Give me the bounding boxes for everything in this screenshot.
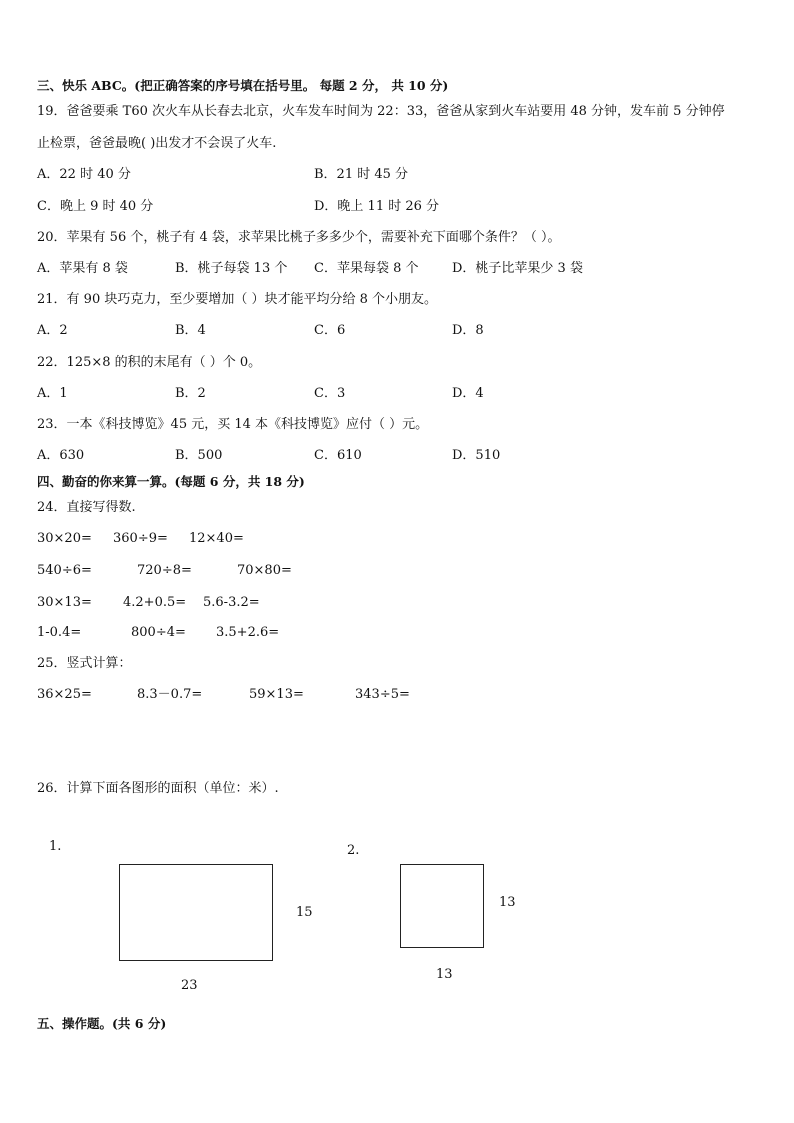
q21-option-c: C．6 <box>314 323 346 338</box>
fig1-bottom-label: 23 <box>181 978 198 993</box>
fig1-side-label: 15 <box>296 905 313 920</box>
q24-item: 1-0.4= <box>37 625 82 640</box>
q25-item: 8.3－0.7= <box>137 687 203 702</box>
section-4-header: 四、勤奋的你来算一算。(每题 6 分，共 18 分) <box>37 474 305 489</box>
q23-option-d: D．510 <box>452 448 501 463</box>
q22-option-d: D．4 <box>452 386 484 401</box>
q25-stem: 25．竖式计算： <box>37 656 132 671</box>
q24-item: 800÷4= <box>131 625 186 640</box>
q19-stem-line2: 止检票，爸爸最晚( )出发才不会误了火车. <box>37 136 277 151</box>
q24-item: 720÷8= <box>137 563 192 578</box>
q20-stem: 20．苹果有 56 个，桃子有 4 袋，求苹果比桃子多多少个，需要补充下面哪个条件？（ ）。 <box>37 230 561 245</box>
q26-stem: 26．计算下面各图形的面积（单位：米）. <box>37 781 279 796</box>
q24-item: 3.5+2.6= <box>216 625 280 640</box>
q23-option-b: B．500 <box>175 448 223 463</box>
q24-item: 540÷6= <box>37 563 92 578</box>
q25-item: 59×13= <box>249 687 304 702</box>
square-figure <box>400 864 484 948</box>
q23-option-a: A．630 <box>37 448 85 463</box>
q20-option-d: D．桃子比苹果少 3 袋 <box>452 261 583 276</box>
q19-option-c: C．晚上 9 时 40 分 <box>37 199 154 214</box>
q21-stem: 21．有 90 块巧克力，至少要增加（ ）块才能平均分给 8 个小朋友。 <box>37 292 438 307</box>
q19-option-a: A．22 时 40 分 <box>37 167 131 182</box>
q24-item: 30×13= <box>37 595 92 610</box>
q25-item: 36×25= <box>37 687 92 702</box>
q24-item: 70×80= <box>237 563 292 578</box>
q22-stem: 22．125×8 的积的末尾有（ ）个 0。 <box>37 355 262 370</box>
fig2-side-label: 13 <box>499 895 516 910</box>
q24-item: 5.6-3.2= <box>203 595 260 610</box>
q20-option-a: A．苹果有 8 袋 <box>37 261 128 276</box>
fig2-bottom-label: 13 <box>436 967 453 982</box>
q19-option-d: D．晚上 11 时 26 分 <box>314 199 440 214</box>
q21-option-d: D．8 <box>452 323 484 338</box>
q21-option-b: B．4 <box>175 323 206 338</box>
fig1-number: 1. <box>49 839 62 854</box>
q19-stem-line1: 19．爸爸要乘 T60 次火车从长春去北京，火车发车时间为 22：33，爸爸从家到火车站要用 48 分钟，发车前 5 分钟停 <box>37 104 725 119</box>
fig2-number: 2. <box>347 843 360 858</box>
q23-option-c: C．610 <box>314 448 362 463</box>
q24-item: 12×40= <box>189 531 244 546</box>
q23-stem: 23．一本《科技博览》45 元，买 14 本《科技博览》应付（ ）元。 <box>37 417 429 432</box>
q22-option-c: C．3 <box>314 386 346 401</box>
q24-stem: 24．直接写得数. <box>37 500 136 515</box>
q22-option-a: A．1 <box>37 386 68 401</box>
q24-item: 360÷9= <box>113 531 168 546</box>
q19-option-b: B．21 时 45 分 <box>314 167 409 182</box>
q24-item: 30×20= <box>37 531 92 546</box>
q22-option-b: B．2 <box>175 386 206 401</box>
section-5-header: 五、操作题。(共 6 分) <box>37 1016 167 1031</box>
q20-option-b: B．桃子每袋 13 个 <box>175 261 288 276</box>
rectangle-figure <box>119 864 273 961</box>
section-3-header: 三、快乐 ABC。(把正确答案的序号填在括号里。 每题 2 分， 共 10 分) <box>37 78 449 93</box>
q21-option-a: A．2 <box>37 323 68 338</box>
q24-item: 4.2+0.5= <box>123 595 187 610</box>
q20-option-c: C．苹果每袋 8 个 <box>314 261 419 276</box>
q25-item: 343÷5= <box>355 687 410 702</box>
